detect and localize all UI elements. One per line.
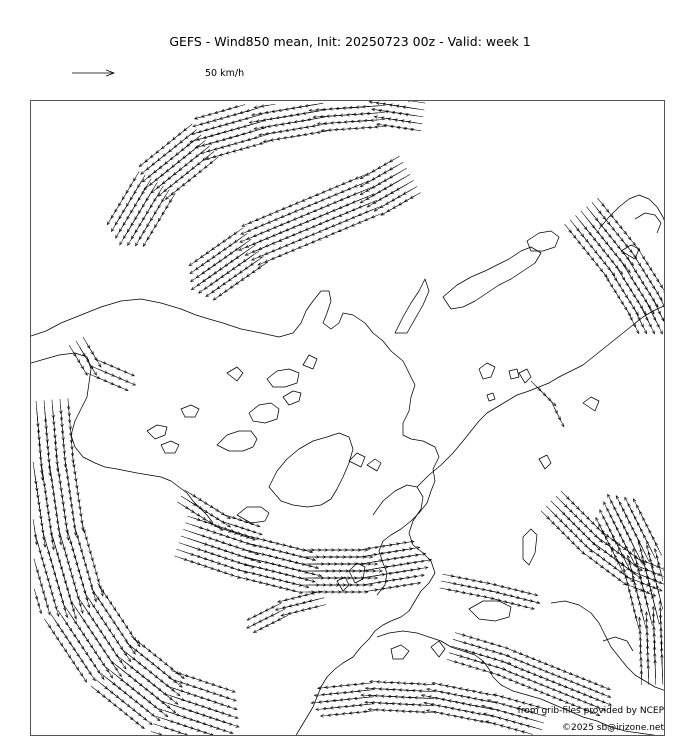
wind-arrow	[203, 732, 221, 736]
wind-arrow	[217, 711, 238, 718]
wind-arrow	[34, 589, 38, 600]
wind-arrow	[145, 709, 160, 721]
wind-arrow	[269, 585, 282, 589]
wind-arrow	[185, 130, 197, 139]
wind-arrow	[354, 697, 374, 700]
wind-arrow	[69, 594, 77, 619]
wind-arrow	[288, 568, 315, 575]
wind-arrow	[237, 547, 259, 555]
wind-arrow	[134, 171, 140, 181]
wind-arrow	[407, 582, 420, 585]
wind-arrow	[127, 642, 135, 655]
wind-arrow	[398, 568, 421, 573]
wind-arrow	[402, 710, 414, 713]
wind-arrow	[474, 646, 488, 651]
wind-arrow	[661, 654, 664, 684]
wind-arrow	[453, 639, 467, 644]
wind-arrow	[393, 584, 406, 587]
wind-arrow	[36, 596, 40, 607]
wind-arrow	[84, 529, 88, 540]
wind-arrow	[296, 563, 319, 569]
wind-arrow	[45, 489, 50, 515]
wind-arrow	[363, 581, 381, 585]
wind-arrow	[84, 590, 90, 608]
wind-arrow	[39, 504, 43, 526]
wind-arrow	[328, 714, 340, 717]
wind-arrow	[98, 578, 102, 589]
wind-arrow	[96, 571, 100, 582]
wind-arrow	[408, 710, 420, 713]
wind-arrow	[276, 586, 289, 590]
wind-arrow	[293, 576, 316, 582]
wind-arrow	[36, 483, 40, 505]
wind-arrow	[52, 481, 56, 503]
wind-arrow	[34, 469, 38, 491]
coastline-british-isles	[349, 563, 365, 583]
wind-arrow	[659, 295, 666, 308]
wind-arrow	[49, 460, 53, 482]
wind-arrow	[628, 247, 637, 259]
wind-arrow	[478, 661, 492, 666]
source-credit: from grib-files provided by NCEP	[517, 706, 664, 716]
wind-arrow	[493, 584, 505, 588]
wind-arrow	[87, 668, 95, 681]
wind-arrow	[379, 586, 392, 589]
coastline-mediterranean	[377, 631, 665, 736]
wind-arrow	[477, 639, 488, 643]
wind-arrow	[180, 733, 194, 736]
wind-arrow	[455, 633, 466, 637]
wind-arrow	[389, 162, 403, 170]
wind-arrow	[38, 497, 42, 519]
wind-arrow	[362, 105, 384, 108]
wind-arrow	[42, 468, 47, 494]
wind-arrow	[353, 683, 365, 686]
coastline-japan	[635, 213, 661, 233]
wind-arrow	[365, 207, 380, 213]
coastline-north-america	[31, 291, 439, 595]
wind-arrow	[396, 682, 408, 685]
wind-arrow	[460, 641, 474, 646]
wind-arrow	[368, 565, 396, 570]
wind-arrow	[405, 113, 423, 117]
wind-arrow	[376, 571, 399, 576]
wind-arrow	[361, 682, 373, 685]
wind-arrow	[92, 557, 96, 568]
wind-arrow	[235, 105, 246, 109]
wind-arrow	[256, 553, 279, 559]
wind-arrow	[370, 680, 382, 683]
wind-arrow	[37, 490, 41, 512]
wind-arrow	[461, 664, 472, 668]
wind-arrow	[405, 567, 428, 572]
wind-arrow	[527, 725, 542, 730]
wind-arrow	[50, 467, 54, 489]
wind-arrow	[232, 560, 254, 568]
wind-arrow	[335, 713, 347, 716]
wind-arrow	[653, 314, 663, 334]
wind-arrow	[47, 503, 52, 529]
wind-arrow	[339, 684, 351, 687]
wind-arrow	[546, 396, 556, 406]
wind-arrow	[366, 112, 384, 115]
wind-arrow	[521, 731, 533, 735]
wind-arrow	[94, 564, 98, 575]
wind-arrow	[576, 546, 585, 555]
wind-arrow	[33, 519, 37, 537]
wind-arrow	[56, 509, 60, 531]
wind-arrow	[646, 318, 654, 334]
wind-arrow	[363, 710, 375, 713]
wind-arrow	[403, 106, 425, 110]
wind-arrow	[309, 598, 325, 602]
wind-arrow	[158, 734, 169, 736]
wind-arrow	[362, 573, 385, 578]
wind-arrow	[375, 563, 403, 568]
wind-arrow	[483, 670, 494, 674]
wind-arrow	[44, 482, 49, 508]
wind-arrow	[299, 549, 312, 553]
wind-arrow	[249, 580, 262, 584]
wind-arrow	[49, 517, 54, 543]
wind-arrow	[456, 655, 470, 660]
wind-arrow	[246, 107, 260, 112]
coastline-black-sea	[469, 601, 511, 621]
wind-arrow	[407, 101, 425, 103]
wind-arrow	[219, 704, 237, 710]
wind-arrow	[447, 659, 458, 663]
wind-arrow	[634, 324, 639, 334]
wind-legend	[70, 64, 270, 84]
wind-arrow	[647, 585, 662, 591]
wind-arrow	[558, 414, 564, 427]
wind-arrow	[381, 556, 404, 561]
legend-arrow-icon	[70, 64, 130, 84]
wind-arrow	[55, 502, 59, 524]
wind-arrow	[35, 476, 39, 498]
wind-arrow	[480, 720, 492, 723]
wind-arrow	[375, 126, 386, 129]
wind-arrow	[80, 673, 86, 682]
wind-arrow	[354, 591, 368, 594]
wind-arrow	[410, 128, 421, 131]
wind-arrow	[382, 562, 410, 567]
wind-arrow	[48, 510, 53, 536]
wind-arrow	[581, 541, 592, 552]
wind-arrow	[279, 544, 292, 548]
wind-arrow	[249, 551, 272, 557]
wind-arrow	[525, 717, 544, 723]
copyright-credit: ©2025 sb@irizone.net	[562, 723, 664, 733]
wind-arrow	[256, 581, 269, 585]
wind-arrow	[467, 644, 481, 649]
wind-arrow	[454, 662, 465, 666]
wind-arrow	[46, 601, 51, 615]
wind-arrow	[46, 496, 51, 522]
wind-arrow	[389, 555, 412, 560]
wind-arrow	[222, 696, 236, 701]
wind-vectors	[33, 101, 665, 736]
wind-arrow	[442, 574, 454, 577]
wind-arrow	[476, 668, 487, 672]
map-frame	[30, 100, 665, 736]
wind-arrow	[410, 193, 420, 199]
wind-arrow	[395, 710, 407, 713]
wind-arrow	[349, 712, 361, 715]
wind-arrow	[77, 592, 84, 614]
wind-arrow	[470, 659, 484, 664]
wind-arrow	[33, 462, 37, 484]
wind-arrow	[100, 659, 112, 678]
wind-arrow	[150, 703, 168, 717]
wind-arrow	[234, 554, 261, 563]
wind-arrow	[271, 603, 282, 608]
wind-arrow	[212, 726, 233, 733]
wind-arrow	[491, 591, 507, 596]
wind-arrow	[203, 151, 215, 160]
wind-arrow	[360, 560, 383, 565]
wind-arrow	[248, 558, 275, 565]
wind-arrow	[88, 543, 92, 554]
wind-arrow	[225, 688, 236, 692]
wind-arrow	[388, 709, 400, 712]
wind-arrow	[276, 558, 299, 564]
wind-arrow	[365, 546, 379, 549]
wind-arrow	[364, 589, 377, 592]
wind-arrow	[188, 140, 205, 154]
wind-arrow	[215, 517, 230, 527]
wind-arrow	[230, 567, 248, 573]
wind-arrow	[312, 124, 327, 127]
wind-arrow	[51, 474, 55, 496]
wind-arrow	[61, 596, 68, 618]
wind-arrow	[41, 461, 46, 487]
wind-arrow	[484, 641, 495, 645]
wind-arrow	[617, 578, 627, 585]
wind-arrow	[356, 711, 368, 714]
wind-arrow	[382, 709, 394, 712]
wind-arrow	[372, 588, 385, 591]
wind-arrow	[440, 588, 452, 591]
wind-arrow	[647, 665, 650, 685]
wind-arrow	[119, 378, 136, 385]
wind-arrow	[489, 650, 503, 655]
coastline-greenland	[269, 433, 353, 507]
wind-arrow	[462, 635, 473, 639]
wind-arrow	[485, 693, 497, 696]
wind-arrow	[50, 524, 55, 550]
wind-arrow	[397, 560, 425, 565]
wind-arrow	[600, 686, 610, 690]
wind-arrow	[480, 699, 496, 703]
wind-arrow	[404, 559, 432, 564]
wind-arrow	[482, 648, 496, 653]
wind-arrow	[396, 180, 413, 190]
wind-arrow	[239, 541, 256, 547]
wind-arrow	[259, 539, 272, 543]
wind-arrow	[653, 646, 656, 671]
wind-arrow	[416, 683, 428, 686]
coastline-archipelago	[217, 431, 257, 451]
wind-arrow	[136, 722, 145, 729]
coastline-siberia	[417, 305, 665, 487]
wind-arrow	[403, 187, 417, 195]
wind-arrow	[141, 715, 153, 724]
wind-arrow	[396, 554, 419, 559]
wind-arrow	[640, 321, 647, 334]
wind-arrow	[400, 583, 414, 586]
coastline-europe	[295, 485, 435, 736]
wind-arrow	[595, 699, 612, 706]
wind-arrow	[386, 585, 400, 588]
wind-arrow	[247, 522, 260, 527]
wind-arrow	[218, 686, 229, 690]
wind-arrow	[289, 590, 302, 594]
wind-arrow	[463, 657, 477, 662]
wind-arrow	[116, 385, 128, 390]
wind-arrow	[367, 558, 390, 563]
wind-arrow	[228, 574, 241, 579]
wind-arrow	[92, 587, 97, 601]
wind-arrow	[449, 653, 463, 658]
wind-arrow	[403, 553, 426, 558]
coastline-novaya-zemlya	[395, 279, 429, 333]
wind-arrow	[415, 711, 427, 714]
wind-arrow	[209, 734, 227, 736]
wind-arrow	[266, 570, 289, 576]
wind-arrow	[122, 371, 134, 376]
wind-arrow	[187, 735, 201, 736]
wind-arrow	[184, 124, 193, 131]
wind-arrow	[187, 135, 201, 147]
wind-arrow	[441, 581, 457, 585]
wind-arrow	[286, 575, 309, 581]
wind-arrow	[383, 681, 395, 684]
wind-arrow	[305, 103, 323, 107]
wind-arrow	[342, 712, 354, 715]
wind-arrow	[369, 572, 392, 577]
wind-arrow	[469, 637, 480, 641]
wind-arrow	[654, 288, 662, 301]
wind-arrow	[654, 660, 657, 685]
wind-arrow	[86, 536, 90, 547]
wind-arrow	[652, 595, 660, 624]
wind-arrow	[53, 488, 57, 510]
wind-arrow	[346, 684, 358, 687]
wind-arrow	[374, 557, 397, 562]
coastline-alaska	[31, 353, 213, 523]
wind-arrow	[359, 553, 377, 557]
wind-arrow	[491, 643, 502, 647]
chart-title: GEFS - Wind850 mean, Init: 20250723 00z - Valid: week 1	[169, 34, 531, 49]
wind-arrow	[390, 681, 402, 684]
wind-arrow	[653, 653, 656, 678]
wind-arrow	[269, 556, 292, 562]
wind-arrow	[390, 561, 418, 566]
wind-arrow	[80, 364, 87, 375]
wind-arrow	[303, 110, 325, 115]
wind-arrow	[38, 603, 42, 614]
wind-arrow	[389, 156, 399, 162]
polar-map	[31, 101, 665, 736]
wind-arrow	[214, 719, 239, 728]
wind-arrow	[662, 301, 665, 314]
wind-arrow	[468, 666, 479, 670]
wind-arrow	[403, 682, 415, 685]
wind-arrow	[372, 545, 385, 548]
wind-arrow	[90, 550, 94, 561]
wind-arrow	[314, 605, 326, 609]
coastline-caspian	[523, 529, 537, 565]
wind-arrow	[114, 651, 126, 670]
wind-arrow	[325, 686, 337, 689]
wind-arrow	[40, 511, 44, 533]
wind-arrow	[359, 704, 375, 707]
wind-arrow	[107, 655, 121, 677]
legend-label: 50 km/h	[205, 68, 245, 79]
wind-arrow	[597, 692, 611, 698]
wind-arrow	[212, 523, 223, 530]
wind-arrow	[391, 569, 414, 574]
wind-arrow	[246, 565, 269, 571]
wind-arrow	[357, 690, 373, 693]
wind-arrow	[245, 529, 262, 535]
wind-arrow	[410, 682, 422, 685]
wind-arrow	[660, 284, 665, 294]
wind-arrow	[43, 475, 48, 501]
wind-arrow	[376, 681, 388, 684]
wind-arrow	[54, 495, 58, 517]
wind-arrow	[261, 104, 276, 107]
wind-arrow	[268, 563, 295, 570]
wind-arrow	[386, 543, 399, 546]
wind-arrow	[54, 598, 60, 616]
wind-arrow	[408, 121, 423, 124]
wind-arrow	[640, 671, 643, 685]
coastline-east-siberia	[443, 247, 541, 309]
wind-arrow	[94, 664, 104, 680]
wind-arrow	[375, 709, 387, 712]
wind-arrow	[82, 522, 86, 533]
